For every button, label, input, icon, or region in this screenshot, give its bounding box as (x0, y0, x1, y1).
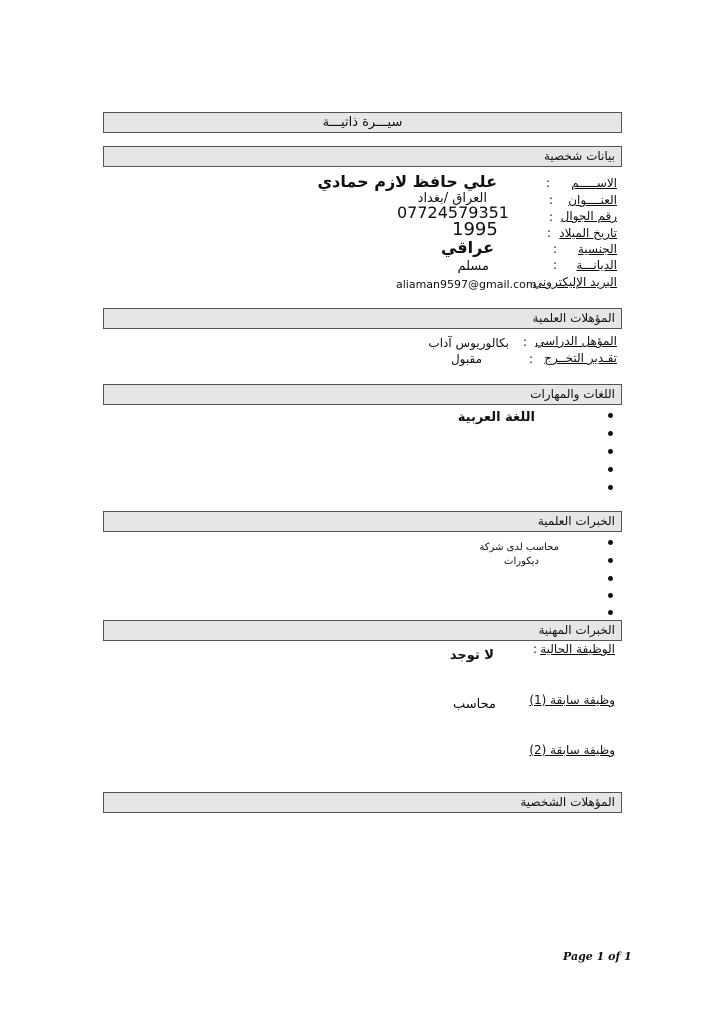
page-number: Page 1 of 1 (563, 950, 632, 963)
email-label: البريد الإليكتروني (532, 275, 617, 289)
experience-item: محاسب لدى شركة (479, 542, 559, 553)
nationality-colon: : (553, 242, 558, 256)
scientific-experience-header-text: الخبرات العلمية (537, 514, 615, 528)
languages-section-header (103, 384, 622, 405)
previous-job-2-label: وظيفة سابقة (2) (529, 743, 615, 757)
name-colon: : (546, 176, 551, 190)
language-bullet (608, 413, 613, 418)
experience-bullet (608, 540, 613, 545)
religion-colon: : (553, 258, 558, 272)
birthdate-label: تاريخ الميلاد (559, 226, 617, 240)
birthdate-value: 1995 (452, 219, 498, 240)
current-job-label: الوظيفة الحالية (540, 642, 615, 656)
experience-bullet (608, 558, 613, 563)
experience-bullet (608, 576, 613, 581)
address-colon: : (549, 193, 554, 207)
experience-bullet (608, 593, 613, 598)
birthdate-colon: : (547, 226, 552, 240)
document-title-bar (103, 112, 622, 133)
name-label: الاســـــم (571, 176, 617, 190)
experience-bullet (608, 610, 613, 615)
nationality-value: عراقي (440, 238, 494, 257)
personal-qualifications-header-text: المؤهلات الشخصية (520, 795, 615, 809)
religion-value: مسلم (457, 259, 489, 274)
experience-item: ديكورات (504, 556, 539, 567)
personal-header-text: بيانات شخصية (544, 149, 615, 163)
scientific-experience-section-header (103, 511, 622, 532)
language-bullet (608, 449, 613, 454)
education-section-header (103, 308, 622, 329)
religion-label: الديانـــة (576, 258, 617, 272)
language-bullet (608, 431, 613, 436)
previous-job-1-label: وظيفة سابقة (1) (529, 693, 615, 707)
education-header-text: المؤهلات العلمية (532, 311, 615, 325)
professional-experience-section-header (103, 620, 622, 641)
mobile-colon: : (549, 210, 554, 224)
current-job-colon: : (533, 642, 538, 656)
document-title: سيـــرة ذاتيـــة (322, 115, 403, 130)
personal-section-header (103, 146, 622, 167)
nationality-label: الجنسية (577, 242, 617, 256)
mobile-label: رقم الجوال (560, 209, 617, 223)
degree-value: بكالوريوس آداب (428, 336, 509, 350)
address-label: العنــــوان (568, 193, 617, 207)
grade-label: تقـدير التخــرج (544, 351, 617, 365)
degree-colon: : (523, 335, 528, 349)
mobile-value: 07724579351 (397, 203, 509, 222)
languages-header-text: اللغات والمهارات (530, 387, 615, 401)
previous-job-1-value: محاسب (453, 697, 496, 712)
address-value: العراق /بغداد (417, 191, 487, 206)
professional-experience-header-text: الخبرات المهنية (538, 623, 615, 637)
personal-qualifications-section-header (103, 792, 622, 813)
language-bullet (608, 485, 613, 490)
grade-value: مقبول (450, 352, 482, 366)
language-item: اللغة العربية (457, 410, 535, 425)
language-bullet (608, 467, 613, 472)
grade-colon: : (529, 352, 534, 366)
current-job-value: لا توجد (449, 648, 494, 663)
degree-label: المؤهل الدراسي (535, 334, 617, 348)
name-value: علي حافظ لازم حمادي (317, 172, 497, 191)
email-value: aliaman9597@gmail.com (396, 278, 537, 291)
